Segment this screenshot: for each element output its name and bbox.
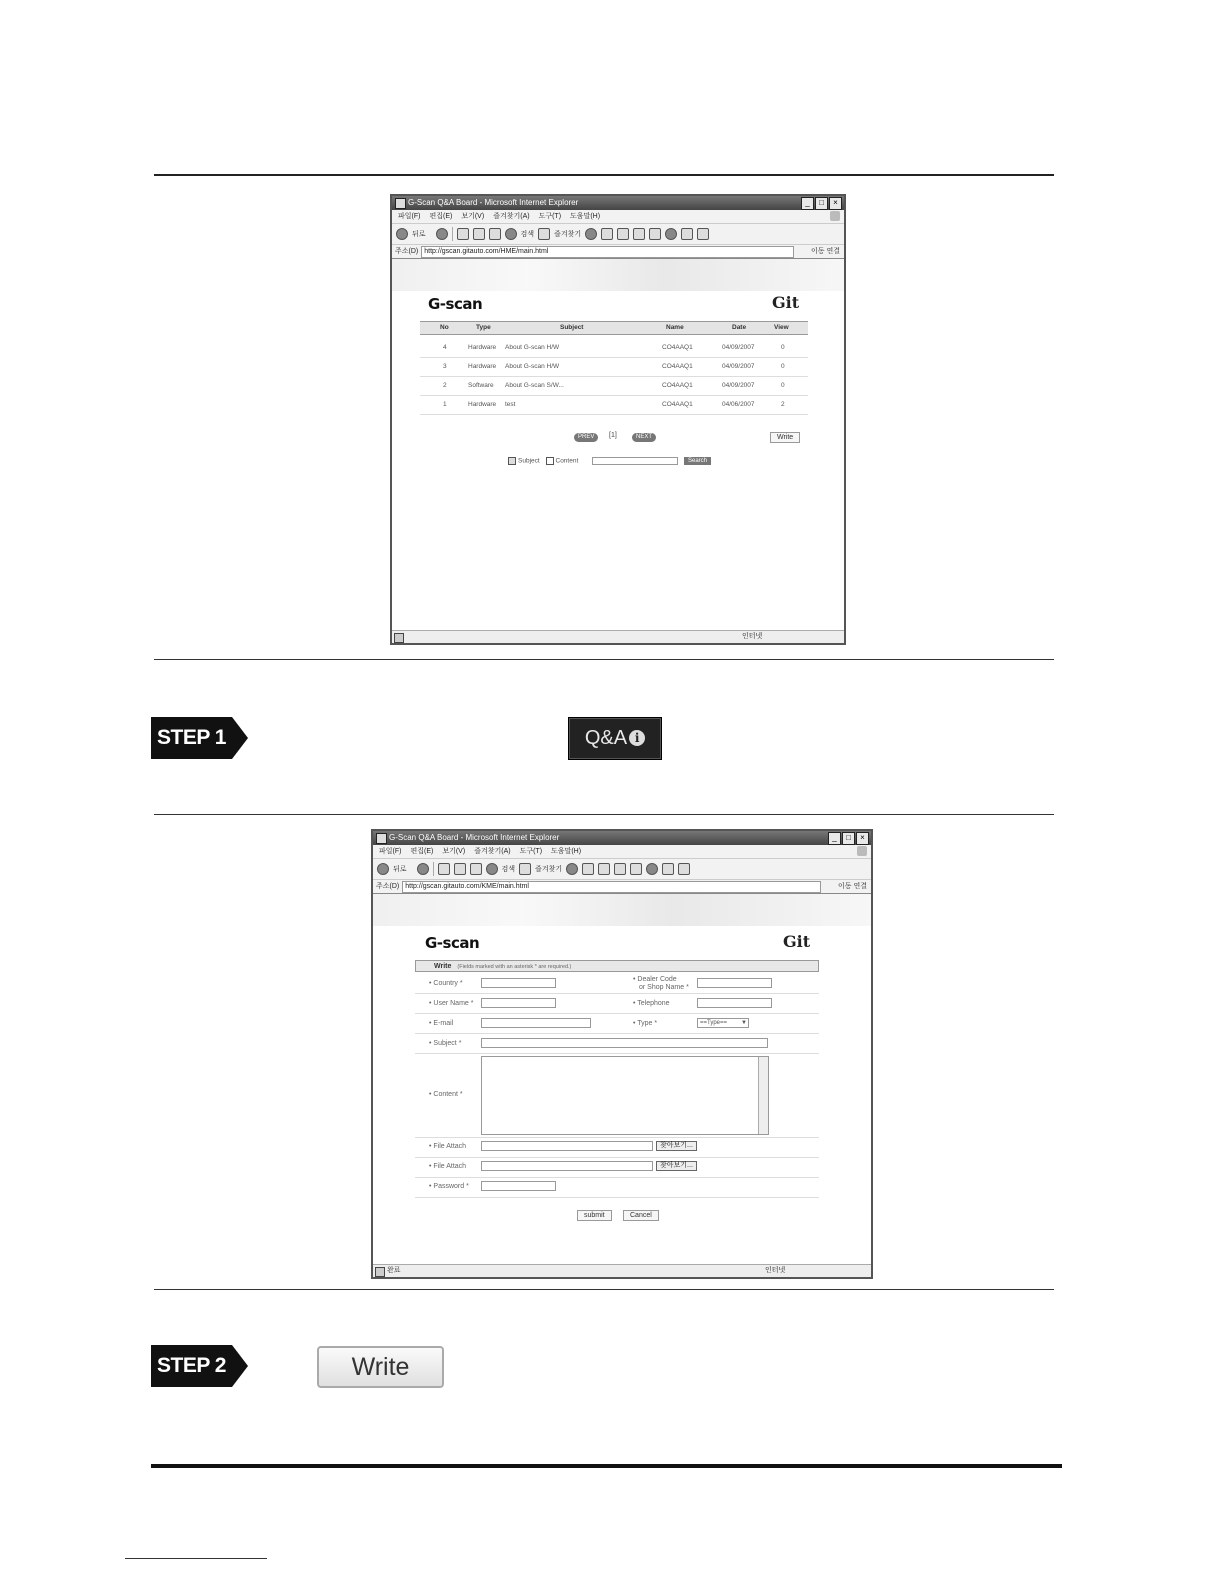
row-type: Hardware xyxy=(468,363,497,370)
table-row[interactable] xyxy=(420,376,808,396)
email-label: • E-mail xyxy=(429,1020,454,1027)
type-select[interactable] xyxy=(697,1018,749,1028)
toolbar-separator xyxy=(433,862,434,876)
menu-file[interactable]: 파일(F) xyxy=(398,213,421,220)
row-subject[interactable]: test xyxy=(505,401,516,408)
subject-label: • Subject * xyxy=(429,1040,462,1047)
row-type: Hardware xyxy=(468,401,497,408)
gscan-logo: G-scan xyxy=(428,295,483,313)
cancel-button[interactable]: Cancel xyxy=(623,1210,659,1221)
page-number[interactable]: [1] xyxy=(609,432,617,439)
top-divider xyxy=(154,174,1054,176)
step1-label: STEP 1 xyxy=(151,717,232,759)
write-note: (Fields marked with an asterisk * are required.) xyxy=(457,964,572,970)
browser-window-write xyxy=(371,829,873,1279)
menu-favorites[interactable]: 즐겨찾기(A) xyxy=(474,848,511,855)
info-icon: i xyxy=(629,730,645,746)
git-logo: Git xyxy=(772,293,800,312)
menu-bar xyxy=(392,210,844,224)
search-label[interactable]: 검색 xyxy=(520,231,535,238)
row-no: 2 xyxy=(443,382,447,389)
stop-icon[interactable] xyxy=(457,228,469,240)
row-type: Hardware xyxy=(468,344,497,351)
address-label: 주소(D) xyxy=(376,883,400,890)
divider xyxy=(154,659,1054,660)
refresh-icon[interactable] xyxy=(454,863,466,875)
window-titlebar xyxy=(392,196,844,210)
row-name: CO4AAQ1 xyxy=(662,401,693,408)
page-icon xyxy=(375,1267,385,1277)
windows-logo-icon xyxy=(857,846,867,856)
toolbar xyxy=(392,224,844,245)
row-name: CO4AAQ1 xyxy=(662,382,693,389)
file-attach-input[interactable] xyxy=(481,1141,653,1151)
country-input[interactable] xyxy=(481,978,556,988)
row-subject[interactable]: About G-scan H/W xyxy=(505,344,560,351)
subject-checkbox[interactable] xyxy=(508,457,516,465)
edit-icon[interactable] xyxy=(633,228,645,240)
maximize-button[interactable]: □ xyxy=(842,832,855,845)
row-date: 04/06/2007 xyxy=(722,401,755,408)
file-attach-label: • File Attach xyxy=(429,1163,467,1170)
print-icon[interactable] xyxy=(617,228,629,240)
row-type: Software xyxy=(468,382,494,389)
step2-label: STEP 2 xyxy=(151,1345,232,1387)
divider xyxy=(154,814,1054,815)
file-attach-input[interactable] xyxy=(481,1161,653,1171)
close-button[interactable]: × xyxy=(829,197,842,210)
ie-icon xyxy=(395,198,406,209)
row-subject[interactable]: About G-scan S/W... xyxy=(505,382,564,389)
country-label: • Country * xyxy=(429,980,463,987)
browse-button[interactable]: 찾아보기... xyxy=(656,1141,697,1151)
search-label[interactable]: 검색 xyxy=(501,866,516,873)
col-subject: Subject xyxy=(560,324,584,331)
row-no: 1 xyxy=(443,401,447,408)
col-view: View xyxy=(774,324,789,331)
menu-file[interactable]: 파일(F) xyxy=(379,848,402,855)
content-textarea[interactable] xyxy=(481,1056,769,1135)
search-options xyxy=(508,457,578,465)
row-date: 04/09/2007 xyxy=(722,363,755,370)
favorites-star-icon[interactable] xyxy=(538,228,550,240)
maximize-button[interactable]: □ xyxy=(815,197,828,210)
password-input[interactable] xyxy=(481,1181,556,1191)
shop-name-label: or Shop Name * xyxy=(639,984,689,991)
col-type: Type xyxy=(476,324,491,331)
address-input[interactable]: http://gscan.gitauto.com/KME/main.html xyxy=(402,881,821,893)
content-label: • Content * xyxy=(429,1091,463,1098)
forward-icon[interactable] xyxy=(436,228,448,240)
gscan-logo: G-scan xyxy=(425,934,480,952)
telephone-label: • Telephone xyxy=(633,1000,670,1007)
submit-button[interactable]: submit xyxy=(577,1210,612,1221)
back-label[interactable]: 뒤로 xyxy=(412,231,426,238)
window-icon[interactable] xyxy=(630,863,642,875)
history-icon[interactable] xyxy=(566,863,578,875)
menu-help[interactable]: 도움말(H) xyxy=(551,848,582,855)
row-name: CO4AAQ1 xyxy=(662,344,693,351)
favorites-star-icon[interactable] xyxy=(519,863,531,875)
row-subject[interactable]: About G-scan H/W xyxy=(505,363,560,370)
table-row[interactable] xyxy=(420,395,808,415)
user-name-label: • User Name * xyxy=(429,1000,474,1007)
qa-button-label: Q&A xyxy=(584,727,628,749)
dealer-code-label: • Dealer Code xyxy=(633,976,677,983)
status-zone: 인터넷 xyxy=(742,633,763,640)
prev-button[interactable]: PREV xyxy=(574,433,598,442)
minimize-button[interactable]: _ xyxy=(828,832,841,845)
form-row xyxy=(415,1014,819,1034)
toolbar xyxy=(373,859,871,880)
col-date: Date xyxy=(732,324,747,331)
scrollbar[interactable] xyxy=(758,1057,768,1134)
back-label[interactable]: 뒤로 xyxy=(393,866,407,873)
address-bar xyxy=(373,880,871,894)
close-button[interactable]: × xyxy=(856,832,869,845)
ie-icon xyxy=(376,833,387,844)
messenger-icon[interactable] xyxy=(665,228,677,240)
search-icon[interactable] xyxy=(505,228,517,240)
col-no: No xyxy=(440,324,449,331)
menu-view[interactable]: 보기(V) xyxy=(442,848,466,855)
menu-tools[interactable]: 도구(T) xyxy=(519,848,543,855)
type-label: • Type * xyxy=(633,1020,658,1027)
write-header xyxy=(415,960,819,972)
divider xyxy=(154,1289,1054,1290)
page-content xyxy=(392,259,844,634)
next-button[interactable]: NEXT xyxy=(632,433,656,442)
status-bar xyxy=(392,630,844,643)
home-icon[interactable] xyxy=(470,863,482,875)
table-row[interactable] xyxy=(420,338,808,358)
bottom-divider xyxy=(151,1464,1062,1468)
status-bar xyxy=(373,1264,871,1277)
home-icon[interactable] xyxy=(489,228,501,240)
address-bar xyxy=(392,245,844,259)
git-logo: Git xyxy=(783,932,811,951)
row-no: 3 xyxy=(443,363,447,370)
forward-icon[interactable] xyxy=(417,863,429,875)
content-checkbox-label: Content xyxy=(555,457,579,465)
go-label: 이동 xyxy=(837,883,852,890)
research-icon[interactable] xyxy=(681,228,693,240)
email-field[interactable] xyxy=(481,1018,591,1028)
window-icon[interactable] xyxy=(649,228,661,240)
board-header xyxy=(420,321,808,335)
go-label: 이동 xyxy=(810,248,825,255)
row-date: 04/09/2007 xyxy=(722,344,755,351)
back-icon[interactable] xyxy=(377,863,389,875)
chevron-down-icon: ▼ xyxy=(741,1020,747,1026)
telephone-input[interactable] xyxy=(697,998,772,1008)
status-zone: 인터넷 xyxy=(765,1267,786,1274)
subject-checkbox-label: Subject xyxy=(518,457,540,465)
qa-button[interactable] xyxy=(568,717,662,760)
page-content xyxy=(373,894,871,1266)
windows-logo-icon xyxy=(830,211,840,221)
row-name: CO4AAQ1 xyxy=(662,363,693,370)
back-icon[interactable] xyxy=(396,228,408,240)
step2-arrow xyxy=(232,1345,248,1387)
menu-bar xyxy=(373,845,871,859)
favorites-label[interactable]: 즐겨찾기 xyxy=(554,231,582,238)
menu-edit[interactable]: 편집(E) xyxy=(410,848,434,855)
go-button[interactable] xyxy=(811,245,840,258)
footnote-line xyxy=(125,1558,267,1559)
step1-badge xyxy=(151,717,248,759)
file-attach-label: • File Attach xyxy=(429,1143,467,1150)
search-button[interactable]: Search xyxy=(684,457,711,465)
address-input[interactable]: http://gscan.gitauto.com/HME/main.html xyxy=(421,246,794,258)
content-checkbox[interactable] xyxy=(546,457,554,465)
col-name: Name xyxy=(666,324,684,331)
row-view: 2 xyxy=(781,401,785,408)
row-date: 04/09/2007 xyxy=(722,382,755,389)
status-done: 완료 xyxy=(387,1267,401,1274)
search-icon[interactable] xyxy=(486,863,498,875)
browser-window-list xyxy=(390,194,846,645)
row-no: 4 xyxy=(443,344,447,351)
history-icon[interactable] xyxy=(585,228,597,240)
links-label[interactable]: 연결 xyxy=(826,248,840,255)
window-title: G-Scan Q&A Board - Microsoft Internet Explorer xyxy=(389,833,560,842)
menu-help[interactable]: 도움말(H) xyxy=(570,213,601,220)
row-view: 0 xyxy=(781,344,785,351)
row-view: 0 xyxy=(781,363,785,370)
stop-icon[interactable] xyxy=(438,863,450,875)
minimize-button[interactable]: _ xyxy=(801,197,814,210)
menu-tools[interactable]: 도구(T) xyxy=(538,213,562,220)
table-row[interactable] xyxy=(420,357,808,377)
menu-favorites[interactable]: 즐겨찾기(A) xyxy=(493,213,530,220)
write-title: Write xyxy=(434,963,452,970)
refresh-icon[interactable] xyxy=(473,228,485,240)
mail-icon[interactable] xyxy=(582,863,594,875)
write-button-large[interactable]: Write xyxy=(317,1346,444,1388)
menu-edit[interactable]: 편집(E) xyxy=(429,213,453,220)
dealer-code-input[interactable] xyxy=(697,978,772,988)
browse-button[interactable]: 찾아보기... xyxy=(656,1161,697,1171)
mail-icon[interactable] xyxy=(601,228,613,240)
page-icon xyxy=(394,633,404,643)
menu-view[interactable]: 보기(V) xyxy=(461,213,485,220)
write-button[interactable]: Write xyxy=(770,432,800,443)
address-label: 주소(D) xyxy=(395,248,419,255)
subject-input[interactable] xyxy=(481,1038,768,1048)
type-select-value: ==Type== xyxy=(700,1020,728,1026)
search-input[interactable] xyxy=(592,457,678,465)
write-form xyxy=(415,974,819,1224)
header-background xyxy=(392,259,844,291)
step2-badge xyxy=(151,1345,248,1387)
media-icon[interactable] xyxy=(697,228,709,240)
links-label[interactable]: 연결 xyxy=(853,883,867,890)
step1-arrow xyxy=(232,717,248,759)
print-icon[interactable] xyxy=(598,863,610,875)
window-title: G-Scan Q&A Board - Microsoft Internet Explorer xyxy=(408,198,579,207)
board-list xyxy=(420,321,808,421)
header-background xyxy=(373,894,871,926)
form-row xyxy=(415,1178,819,1198)
messenger-icon[interactable] xyxy=(646,863,658,875)
go-button[interactable] xyxy=(838,880,867,893)
password-label: • Password * xyxy=(429,1183,469,1190)
research-icon[interactable] xyxy=(662,863,674,875)
media-icon[interactable] xyxy=(678,863,690,875)
edit-icon[interactable] xyxy=(614,863,626,875)
favorites-label[interactable]: 즐겨찾기 xyxy=(535,866,563,873)
window-titlebar xyxy=(373,831,871,845)
user-name-input[interactable] xyxy=(481,998,556,1008)
row-view: 0 xyxy=(781,382,785,389)
toolbar-separator xyxy=(452,227,453,241)
